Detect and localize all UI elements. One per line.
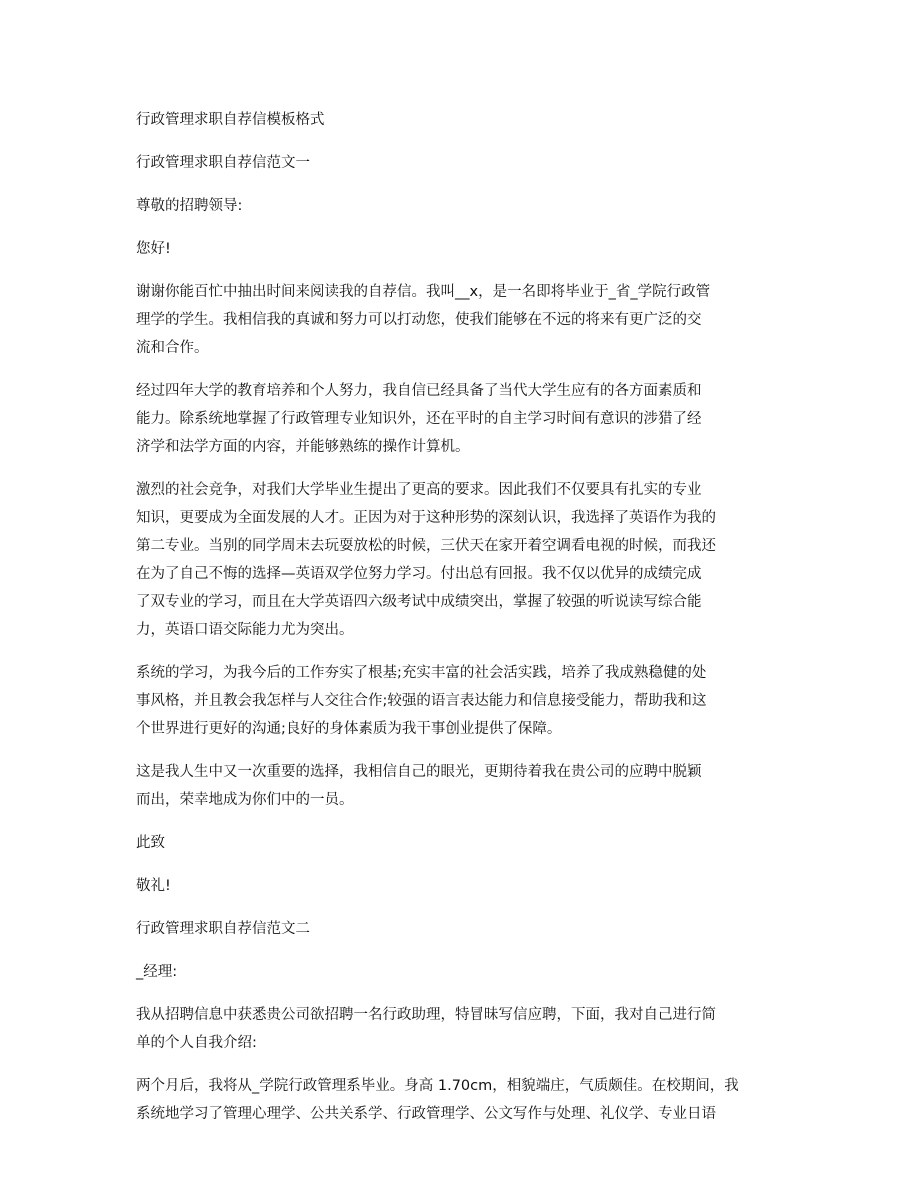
paragraph-intro — [136, 278, 784, 362]
paragraph-line: 知识，更要成为全面发展的人才。正因为对于这种形势的深刻认识，我选择了英语作为我的 — [136, 510, 716, 526]
closing-salute: 敬礼! — [136, 878, 171, 894]
paragraph-line: 第二专业。当别的同学周末去玩耍放松的时候，三伏天在家开着空调看电视的时候，而我还 — [136, 538, 716, 554]
paragraph-line: 而出，荣幸地成为你们中的一员。 — [136, 792, 354, 808]
salutation-one: 尊敬的招聘领导: — [136, 198, 243, 214]
document-page — [136, 106, 784, 1128]
paragraph-line: 济学和法学方面的内容，并能够熟练的操作计算机。 — [136, 439, 470, 455]
paragraph-line: 个世界进行更好的沟通;良好的身体素质为我干事创业提供了保障。 — [136, 721, 562, 737]
paragraph-line: 两个月后，我将从_学院行政管理系毕业。身高 1.70cm，相貌端庄，气质颇佳。在校期间，我 — [136, 1078, 739, 1094]
paragraph-education — [136, 377, 784, 461]
greeting: 您好! — [136, 241, 171, 257]
paragraph-line: 能力。除系统地掌握了行政管理专业知识外，还在平时的自主学习时间有意识的涉猎了经 — [136, 411, 702, 427]
salutation-two: _经理: — [136, 964, 178, 980]
paragraph-application — [136, 1001, 784, 1057]
paragraph-line: 了双专业的学习，而且在大学英语四六级考试中成绩突出，掌握了较强的听说读写综合能 — [136, 594, 702, 610]
sample-one-heading: 行政管理求职自荐信范文一 — [136, 155, 310, 171]
paragraph-line: 事风格，并且教会我怎样与人交往合作;较强的语言表达能力和信息接受能力，帮助我和这 — [136, 693, 707, 709]
document-title: 行政管理求职自荐信模板格式 — [136, 112, 325, 128]
paragraph-choice — [136, 758, 784, 814]
paragraph-line: 系统的学习，为我今后的工作夯实了根基;充实丰富的社会活实践，培养了我成熟稳健的处 — [136, 665, 707, 681]
paragraph-line: 在为了自己不悔的选择—英语双学位努力学习。付出总有回报。我不仅以优异的成绩完成 — [136, 566, 702, 582]
paragraph-line: 理学的学生。我相信我的真诚和努力可以打动您，使我们能够在不远的将来有更广泛的交 — [136, 312, 702, 328]
paragraph-line: 系统地学习了管理心理学、公共关系学、行政管理学、公文写作与处理、礼仪学、专业日语 — [136, 1106, 716, 1122]
paragraph-line: 激烈的社会竞争，对我们大学毕业生提出了更高的要求。因此我们不仅要具有扎实的专业 — [136, 482, 702, 498]
paragraph-line: 这是我人生中又一次重要的选择，我相信自己的眼光，更期待着我在贵公司的应聘中脱颖 — [136, 764, 702, 780]
paragraph-line: 流和合作。 — [136, 340, 209, 356]
paragraph-line: 经过四年大学的教育培养和个人努力，我自信已经具备了当代大学生应有的各方面素质和 — [136, 383, 702, 399]
closing-regards: 此致 — [136, 835, 165, 851]
paragraph-line: 谢谢你能百忙中抽出时间来阅读我的自荐信。我叫__x，是一名即将毕业于_省_学院行政管 — [136, 284, 711, 300]
paragraph-study — [136, 659, 784, 743]
paragraph-competition — [136, 476, 784, 644]
paragraph-line: 力，英语口语交际能力尤为突出。 — [136, 622, 354, 638]
paragraph-background — [136, 1072, 784, 1128]
paragraph-line: 我从招聘信息中获悉贵公司欲招聘一名行政助理，特冒昧写信应聘，下面，我对自己进行简 — [136, 1007, 716, 1023]
sample-two-heading: 行政管理求职自荐信范文二 — [136, 921, 310, 937]
paragraph-line: 单的个人自我介绍: — [136, 1035, 257, 1051]
